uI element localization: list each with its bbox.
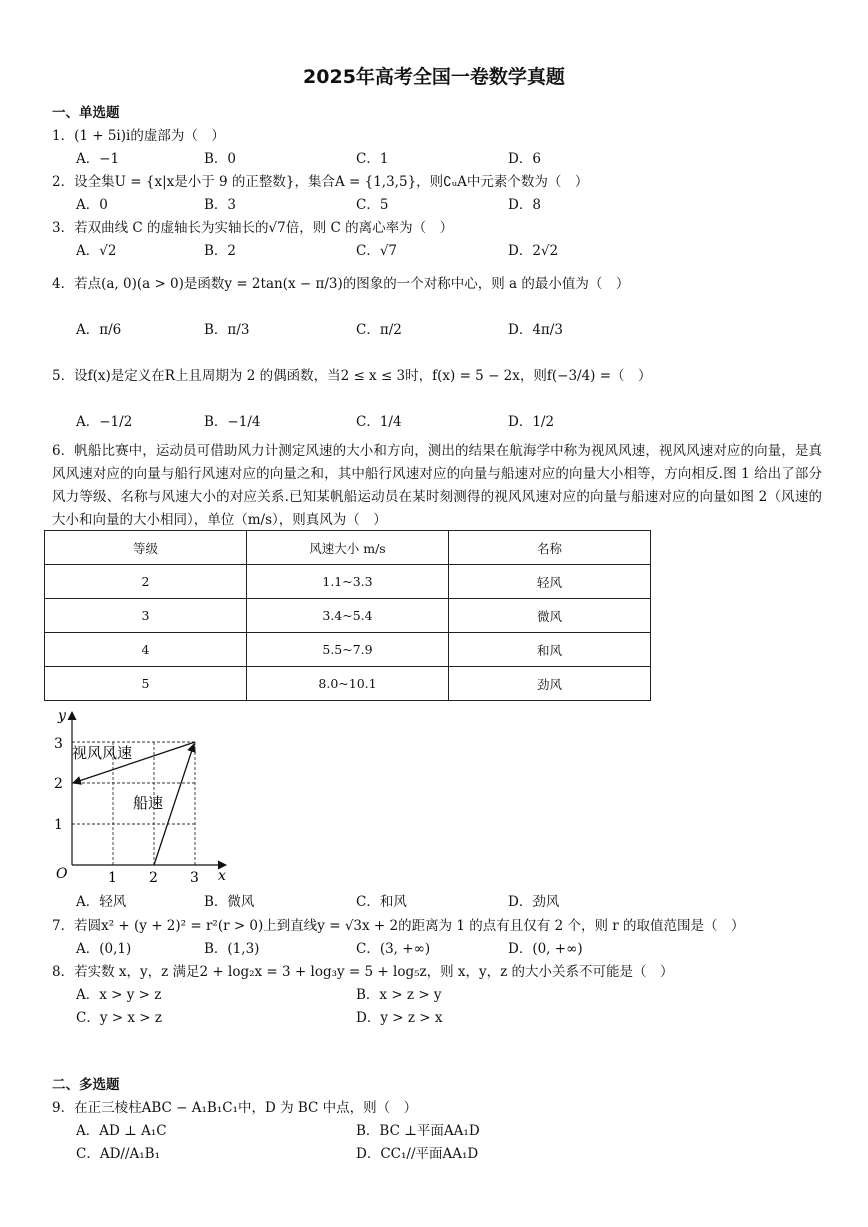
question-6-option-d: D．劲风 — [508, 894, 560, 910]
y-tick-label: 3 — [54, 736, 63, 752]
section-heading-single-choice: 一、单选题 — [52, 105, 120, 121]
question-5-stem: 5．设f(x)是定义在R上且周期为 2 的偶函数，当2 ≤ x ≤ 3时，f(x) = 5 − 2x，则f(−3/4) =（ ） — [52, 368, 652, 384]
table-cell: 4 — [45, 633, 247, 667]
question-4-option-a: A．π/6 — [76, 322, 122, 338]
table-header-row — [45, 531, 651, 565]
y-tick-label: 2 — [54, 776, 63, 792]
question-7-stem: 7．若圆x² + (y + 2)² = r²(r > 0)上到直线y = √3x + 2的距离为 1 的点有且仅有 2 个，则 r 的取值范围是（ ） — [52, 918, 745, 934]
table-row — [45, 599, 651, 633]
table-cell: 2 — [45, 565, 247, 599]
question-9-option-d: D．CC₁//平面AA₁D — [356, 1146, 479, 1162]
x-tick-label: 1 — [108, 870, 117, 886]
table-cell: 劲风 — [449, 667, 651, 701]
question-8-option-d: D．y > z > x — [356, 1010, 443, 1026]
question-2-option-a: A．0 — [76, 197, 108, 213]
table-cell: 3.4~5.4 — [247, 599, 449, 633]
table-cell: 3 — [45, 599, 247, 633]
x-tick-label: 2 — [149, 870, 158, 886]
question-6-option-a: A．轻风 — [76, 894, 127, 910]
question-1-option-a: A．−1 — [76, 151, 120, 167]
question-7-option-b: B．(1,3) — [204, 941, 260, 957]
table-cell: 8.0~10.1 — [247, 667, 449, 701]
question-1-option-c: C．1 — [356, 151, 389, 167]
y-axis-label: y — [58, 708, 66, 724]
table-header-cell: 风速大小 m/s — [247, 531, 449, 565]
table-header-cell: 等级 — [45, 531, 247, 565]
question-4-option-c: C．π/2 — [356, 322, 402, 338]
y-tick-label: 1 — [54, 817, 63, 833]
apparent-wind-label: 视风风速 — [72, 744, 133, 762]
question-7-option-d: D．(0, +∞) — [508, 941, 583, 957]
question-5-option-d: D．1/2 — [508, 414, 555, 430]
question-9-stem: 9．在正三棱柱ABC − A₁B₁C₁中，D 为 BC 中点，则（ ） — [52, 1100, 418, 1116]
table-cell: 5 — [45, 667, 247, 701]
wind-level-table — [44, 530, 651, 701]
question-2-option-b: B．3 — [204, 197, 237, 213]
question-1-option-b: B．0 — [204, 151, 237, 167]
section-heading-multiple-choice: 二、多选题 — [52, 1077, 120, 1093]
question-3-option-d: D．2√2 — [508, 243, 559, 259]
table-cell: 轻风 — [449, 565, 651, 599]
origin-label: O — [56, 866, 68, 882]
page-title: 2025年高考全国一卷数学真题 — [303, 66, 565, 88]
question-2-option-d: D．8 — [508, 197, 541, 213]
question-7-option-c: C．(3, +∞) — [356, 941, 431, 957]
table-cell: 和风 — [449, 633, 651, 667]
question-1-stem: 1．(1 + 5i)i的虚部为（ ） — [52, 128, 225, 144]
wind-vector-diagram — [40, 704, 240, 886]
table-row — [45, 565, 651, 599]
table-row — [45, 667, 651, 701]
question-3-option-a: A．√2 — [76, 243, 117, 259]
question-9-option-a: A．AD ⊥ A₁C — [76, 1123, 167, 1139]
question-3-option-c: C．√7 — [356, 243, 398, 259]
question-8-option-b: B．x > z > y — [356, 987, 442, 1003]
table-cell: 微风 — [449, 599, 651, 633]
question-4-option-b: B．π/3 — [204, 322, 250, 338]
x-axis-label: x — [218, 868, 226, 884]
question-9-option-b: B．BC ⊥平面AA₁D — [356, 1123, 480, 1139]
question-9-option-c: C．AD//A₁B₁ — [76, 1146, 160, 1162]
table-header-cell: 名称 — [449, 531, 651, 565]
boat-speed-label: 船速 — [133, 794, 164, 812]
question-5-option-b: B．−1/4 — [204, 414, 261, 430]
table-cell: 5.5~7.9 — [247, 633, 449, 667]
question-2-stem: 2．设全集U = {x|x是小于 9 的正整数}，集合A = {1,3,5}，则∁ᵤA中元素个数为（ ） — [52, 174, 589, 190]
question-8-stem: 8．若实数 x，y，z 满足2 + log₂x = 3 + log₃y = 5 + log₅z，则 x，y，z 的大小关系不可能是（ ） — [52, 964, 674, 980]
question-3-stem: 3．若双曲线 C 的虚轴长为实轴长的√7倍，则 C 的离心率为（ ） — [52, 220, 454, 236]
question-1-option-d: D．6 — [508, 151, 541, 167]
table-cell: 1.1~3.3 — [247, 565, 449, 599]
question-4-stem: 4．若点(a, 0)(a > 0)是函数y = 2tan(x − π/3)的图象的一个对称中心，则 a 的最小值为（ ） — [52, 276, 630, 292]
question-4-option-d: D．4π/3 — [508, 322, 563, 338]
question-6-stem: 6．帆船比赛中，运动员可借助风力计测定风速的大小和方向，测出的结果在航海学中称为视风风速，视风风速对应的向量，是真风风速对应的向量与船行风速对应的向量之和，其中船行风速对应的向量与船速对应的向量大小相等，方向相反.图 1 给出了部分风力等级、名称与风速大小的对应关系.已知某帆船运动员在某时刻测得的视风风速对应的向量与船速对应的向量如图 2（风速的大小和向量的大小相同），单位（m/s），则真风为（ ） — [52, 443, 822, 528]
question-7-option-a: A．(0,1) — [76, 941, 132, 957]
table-row — [45, 633, 651, 667]
question-2-option-c: C．5 — [356, 197, 389, 213]
question-5-option-c: C．1/4 — [356, 414, 402, 430]
x-tick-label: 3 — [190, 870, 199, 886]
question-6-option-b: B．微风 — [204, 894, 255, 910]
question-5-option-a: A．−1/2 — [76, 414, 133, 430]
question-8-option-c: C．y > x > z — [76, 1010, 162, 1026]
question-3-option-b: B．2 — [204, 243, 237, 259]
question-8-option-a: A．x > y > z — [76, 987, 162, 1003]
question-6-option-c: C．和风 — [356, 894, 407, 910]
